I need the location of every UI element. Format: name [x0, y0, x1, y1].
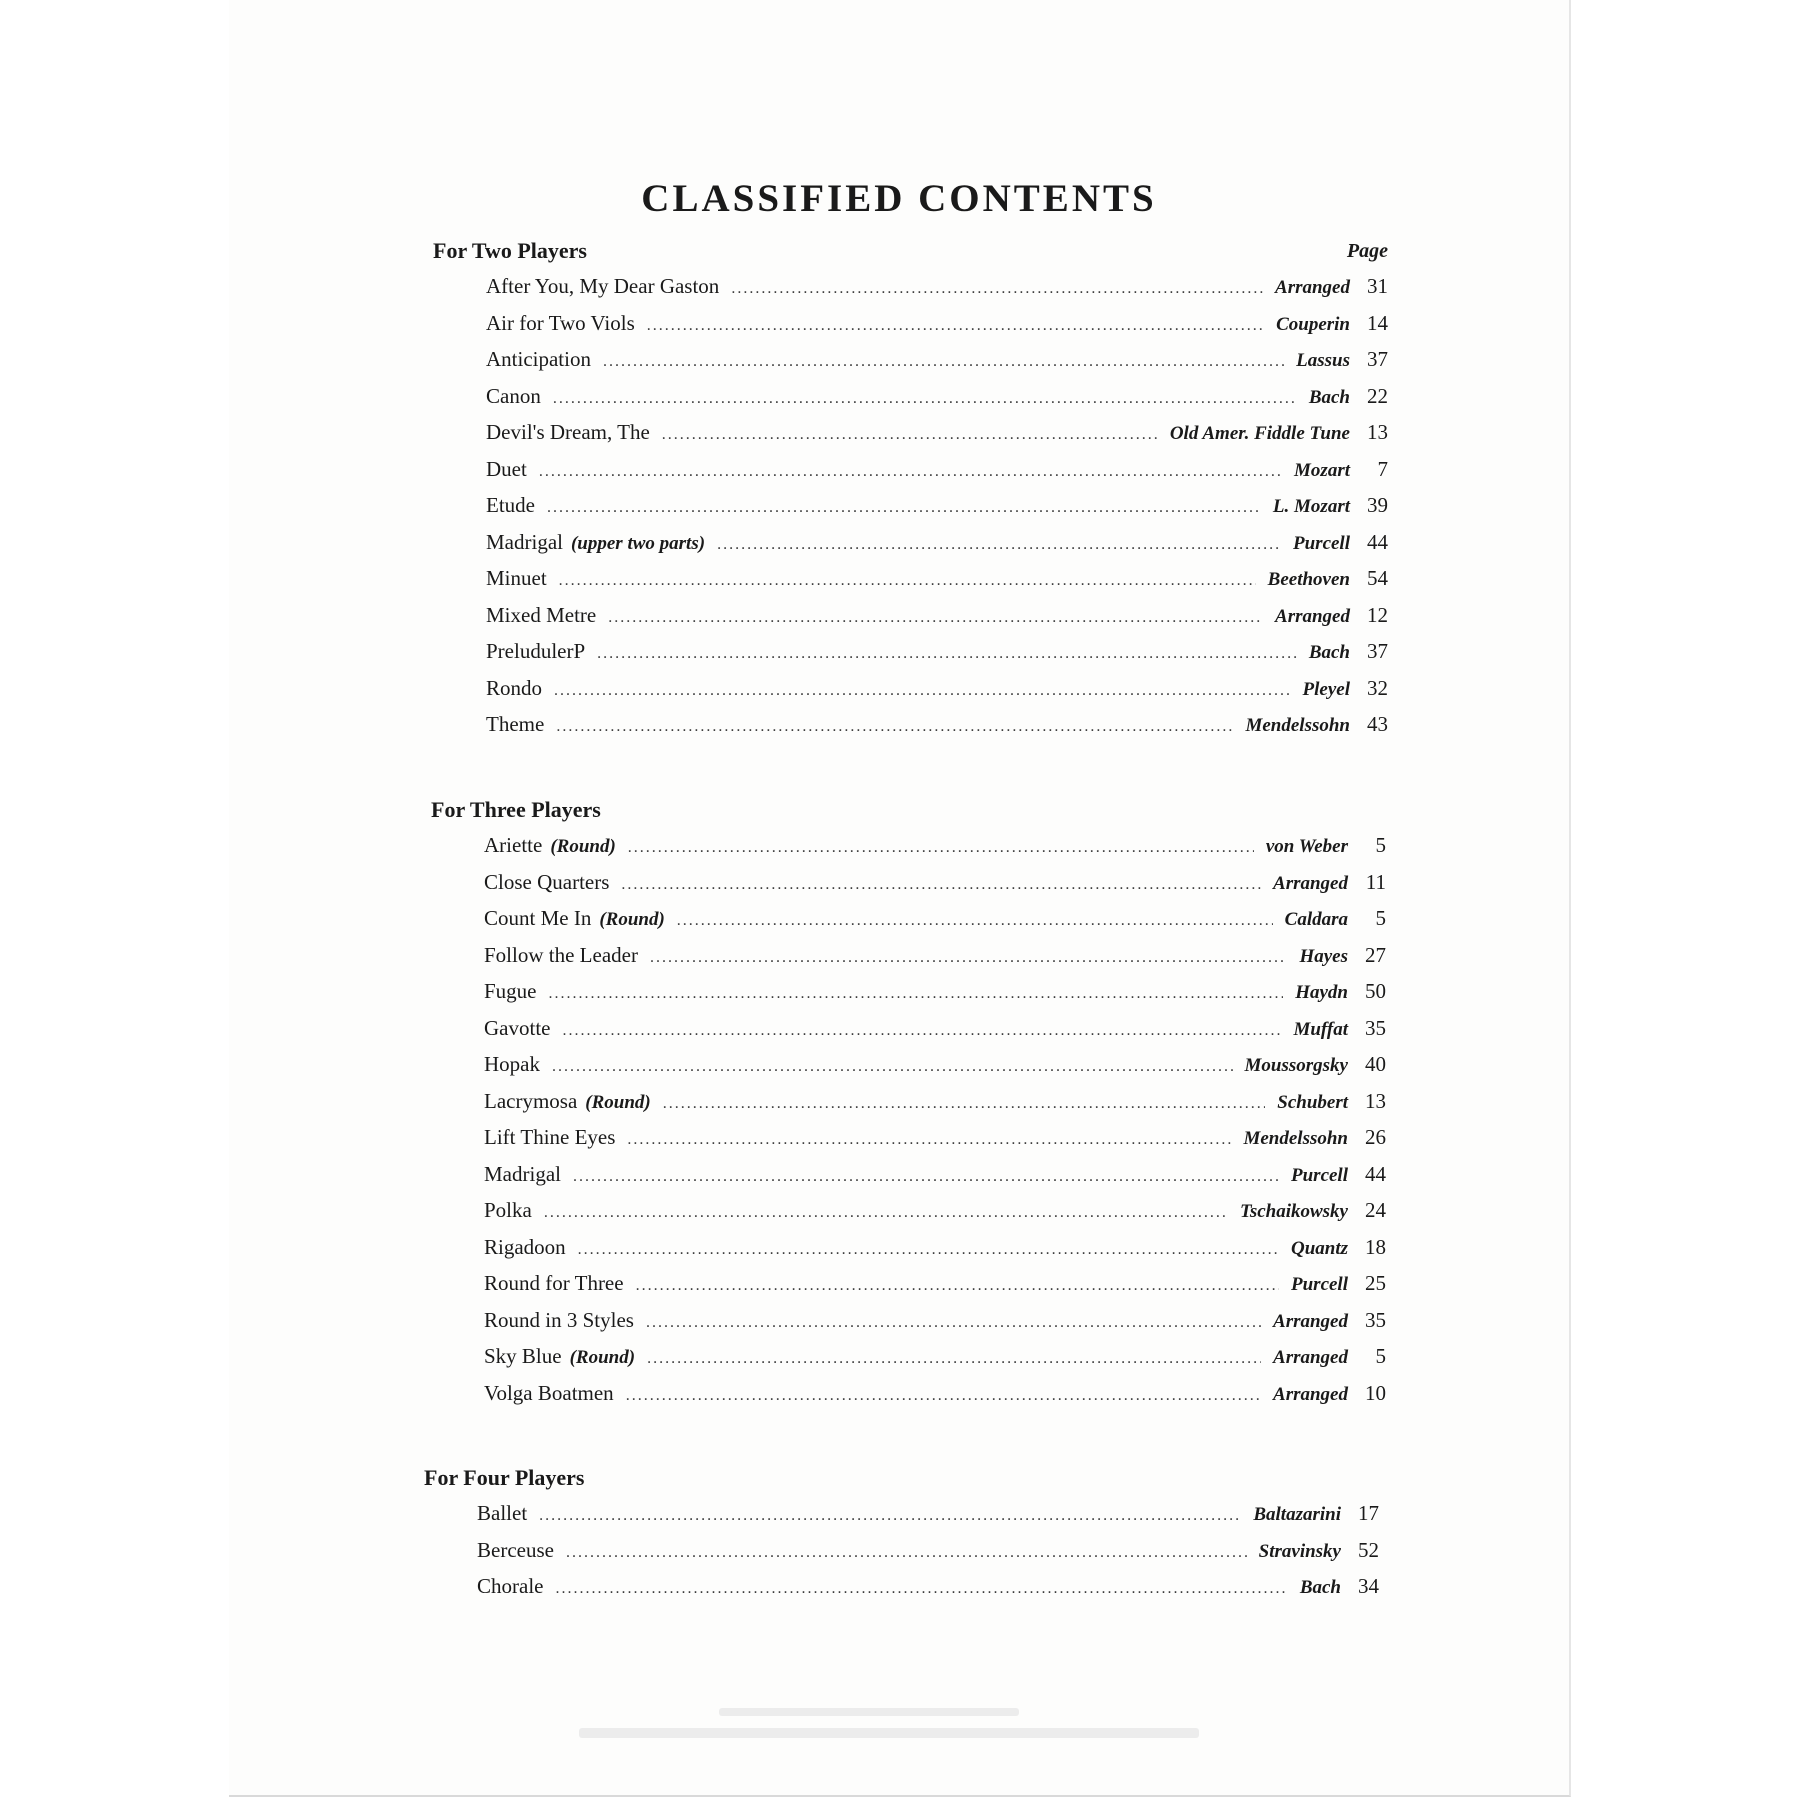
piece-title: Volga Boatmen — [484, 1380, 614, 1405]
piece-title: Round for Three — [484, 1271, 624, 1295]
page-number: 37 — [1367, 347, 1388, 371]
composer: Tschaikowsky — [1239, 1201, 1348, 1222]
composer: Arranged — [1273, 1383, 1348, 1405]
contents-entry — [486, 420, 1433, 457]
page-number: 40 — [1365, 1052, 1386, 1076]
piece-title: Chorale — [477, 1574, 544, 1598]
composer: Stravinsky — [1258, 1540, 1341, 1562]
page-title: CLASSIFIED CONTENTS — [641, 177, 1157, 220]
page-number: 35 — [1365, 1015, 1386, 1040]
dot-leader — [677, 912, 1273, 930]
piece-note: (Round) — [550, 836, 616, 857]
section-header — [424, 1465, 1424, 1501]
page-number: 32 — [1367, 675, 1388, 700]
dot-leader — [539, 463, 1282, 481]
piece-title: Anticipation — [486, 347, 591, 371]
piece-note: (Round) — [569, 1347, 636, 1368]
contents-entry — [484, 1381, 1431, 1418]
dot-leader — [554, 682, 1291, 700]
page-number: 44 — [1365, 1161, 1386, 1186]
dot-leader — [627, 1131, 1231, 1149]
piece-title: After You, My Dear Gaston — [486, 274, 720, 298]
scanned-page — [229, 0, 1571, 1797]
composer: Pleyel — [1302, 678, 1350, 700]
contents-entry — [484, 1052, 1431, 1089]
composer: Bach — [1308, 642, 1350, 663]
dot-leader — [636, 1277, 1279, 1295]
composer: Moussorgsky — [1244, 1055, 1348, 1076]
piece-title: Rigadoon — [484, 1234, 566, 1259]
page-number: 43 — [1367, 712, 1388, 736]
composer: Couperin — [1276, 313, 1350, 335]
page-number: 54 — [1367, 566, 1388, 590]
dot-leader — [603, 353, 1284, 371]
contents-entry — [484, 1089, 1431, 1126]
piece-title: Fugue — [484, 979, 537, 1003]
composer: Caldara — [1284, 909, 1348, 930]
composer: Mozart — [1294, 459, 1350, 481]
dot-leader — [628, 839, 1254, 857]
composer: Arranged — [1273, 872, 1348, 894]
section-title: For Two Players — [433, 238, 587, 263]
contents-entry — [486, 384, 1433, 421]
page-number: 39 — [1367, 493, 1388, 517]
dot-leader — [549, 985, 1284, 1003]
section-three-players — [431, 797, 1431, 1417]
page-number: 25 — [1365, 1271, 1386, 1295]
contents-entry — [486, 603, 1433, 640]
piece-title: Devil's Dream, The — [486, 420, 650, 444]
composer: Lassus — [1296, 350, 1350, 371]
dot-leader — [544, 1204, 1228, 1222]
page-number: 50 — [1365, 979, 1386, 1003]
piece-title: Air for Two Viols — [486, 310, 635, 335]
section-title: For Three Players — [431, 797, 601, 822]
page-number: 13 — [1365, 1088, 1386, 1113]
page-number: 31 — [1367, 274, 1388, 298]
section-two-players — [433, 238, 1433, 749]
dot-leader — [555, 1580, 1287, 1598]
page-number: 10 — [1365, 1380, 1386, 1405]
piece-note: (Round) — [599, 909, 665, 930]
dot-leader — [556, 718, 1233, 736]
contents-entry — [486, 493, 1433, 530]
dot-leader — [626, 1387, 1261, 1405]
dot-leader — [731, 280, 1263, 298]
composer: Arranged — [1273, 1310, 1348, 1332]
piece-title: Hopak — [484, 1052, 540, 1076]
contents-entry — [484, 1198, 1431, 1235]
section-header — [431, 797, 1431, 833]
piece-title: PreludulerP — [486, 639, 586, 663]
page-number: 14 — [1367, 310, 1388, 335]
section-four-players — [424, 1465, 1424, 1611]
dot-leader — [650, 949, 1288, 967]
dot-leader — [597, 645, 1297, 663]
contents-entry — [484, 870, 1431, 907]
contents-entry — [486, 274, 1433, 311]
contents-entry — [484, 979, 1431, 1016]
composer: Purcell — [1293, 532, 1350, 554]
contents-entry — [484, 833, 1431, 870]
composer: Schubert — [1277, 1091, 1348, 1113]
composer: Bach — [1299, 1577, 1341, 1598]
page-number: 11 — [1365, 869, 1386, 894]
piece-title: Berceuse — [477, 1537, 554, 1562]
piece-title: Lift Thine Eyes — [484, 1125, 616, 1149]
contents-entry — [486, 712, 1433, 749]
page-column-heading: Page — [1346, 240, 1388, 262]
composer: Purcell — [1291, 1164, 1348, 1186]
contents-entry — [484, 906, 1431, 943]
section-header — [433, 238, 1433, 274]
piece-title: Madrigal — [486, 529, 563, 554]
piece-note: (upper two parts) — [570, 532, 706, 554]
composer: L. Mozart — [1272, 496, 1350, 517]
contents-entry — [484, 943, 1431, 980]
composer: Bach — [1308, 386, 1350, 408]
dot-leader — [662, 426, 1158, 444]
contents-entry — [486, 566, 1433, 603]
contents-entry — [486, 457, 1433, 494]
piece-title: Duet — [486, 456, 527, 481]
dot-leader — [573, 1168, 1279, 1186]
section-title: For Four Players — [424, 1465, 585, 1490]
contents-entry — [486, 639, 1433, 676]
dot-leader — [578, 1241, 1279, 1259]
contents-entry — [484, 1162, 1431, 1199]
piece-title: Round in 3 Styles — [484, 1307, 634, 1332]
composer: Mendelssohn — [1245, 715, 1350, 736]
dot-leader — [646, 1314, 1261, 1332]
page-number: 17 — [1358, 1501, 1379, 1525]
composer: Arranged — [1275, 277, 1350, 298]
page-number: 5 — [1375, 1344, 1386, 1368]
contents-entry — [486, 347, 1433, 384]
piece-title: Canon — [486, 383, 541, 408]
piece-title: Gavotte — [484, 1015, 551, 1040]
dot-leader — [663, 1095, 1265, 1113]
piece-title: Madrigal — [484, 1161, 561, 1186]
piece-title: Sky Blue — [484, 1344, 562, 1368]
piece-title: Polka — [484, 1198, 532, 1222]
entry-list — [433, 274, 1433, 749]
contents-entry — [484, 1344, 1431, 1381]
page-number: 24 — [1365, 1198, 1386, 1222]
composer: Haydn — [1295, 982, 1348, 1003]
composer: Quantz — [1290, 1237, 1348, 1259]
composer: Arranged — [1275, 605, 1350, 627]
contents-entry — [486, 676, 1433, 713]
contents-entry — [477, 1501, 1424, 1538]
page-number: 5 — [1375, 833, 1386, 857]
contents-entry — [486, 530, 1433, 567]
dot-leader — [562, 1022, 1281, 1040]
composer: Hayes — [1299, 945, 1348, 967]
piece-title: Follow the Leader — [484, 942, 638, 967]
dot-leader — [647, 317, 1264, 335]
piece-title: Rondo — [486, 675, 543, 700]
piece-title: Close Quarters — [484, 869, 610, 894]
composer: von Weber — [1265, 836, 1348, 857]
composer: Purcell — [1291, 1274, 1348, 1295]
dot-leader — [621, 876, 1261, 894]
piece-note: (Round) — [585, 1091, 651, 1113]
entry-list — [431, 833, 1431, 1417]
dot-leader — [717, 536, 1281, 554]
dot-leader — [539, 1507, 1241, 1525]
page-number: 13 — [1367, 420, 1388, 444]
contents-entry — [477, 1538, 1424, 1575]
composer: Baltazarini — [1253, 1504, 1341, 1525]
dot-leader — [553, 390, 1297, 408]
dot-leader — [566, 1544, 1247, 1562]
page-number: 34 — [1358, 1574, 1379, 1598]
page-number: 27 — [1365, 942, 1386, 967]
dot-leader — [608, 609, 1263, 627]
page-number: 26 — [1365, 1125, 1386, 1149]
faint-bleedthrough — [579, 1708, 1199, 1748]
composer: Old Amer. Fiddle Tune — [1169, 423, 1350, 444]
piece-title: Etude — [486, 493, 535, 517]
piece-title: Count Me In — [484, 906, 592, 930]
page-number: 7 — [1377, 456, 1388, 481]
piece-title: Theme — [486, 712, 545, 736]
page-number: 18 — [1365, 1234, 1386, 1259]
piece-title: Mixed Metre — [486, 602, 597, 627]
contents-entry — [484, 1125, 1431, 1162]
composer: Muffat — [1293, 1018, 1348, 1040]
contents-entry — [484, 1016, 1431, 1053]
composer: Mendelssohn — [1243, 1128, 1348, 1149]
contents-entry — [486, 311, 1433, 348]
contents-entry — [484, 1235, 1431, 1272]
page-number: 12 — [1367, 602, 1388, 627]
composer: Beethoven — [1267, 569, 1350, 590]
entry-list — [424, 1501, 1424, 1611]
page-number: 37 — [1367, 639, 1388, 663]
piece-title: Minuet — [486, 566, 547, 590]
page-number: 52 — [1358, 1537, 1379, 1562]
composer: Arranged — [1273, 1347, 1348, 1368]
piece-title: Ballet — [477, 1501, 528, 1525]
contents-entry — [484, 1308, 1431, 1345]
piece-title: Lacrymosa — [484, 1088, 578, 1113]
page-number: 5 — [1375, 906, 1386, 930]
page-number: 44 — [1367, 529, 1388, 554]
dot-leader — [552, 1058, 1233, 1076]
dot-leader — [547, 499, 1261, 517]
contents-entry — [484, 1271, 1431, 1308]
contents-entry — [477, 1574, 1424, 1611]
piece-title: Ariette — [484, 833, 543, 857]
page-number: 35 — [1365, 1307, 1386, 1332]
dot-leader — [647, 1350, 1261, 1368]
dot-leader — [559, 572, 1256, 590]
page-number: 22 — [1367, 383, 1388, 408]
